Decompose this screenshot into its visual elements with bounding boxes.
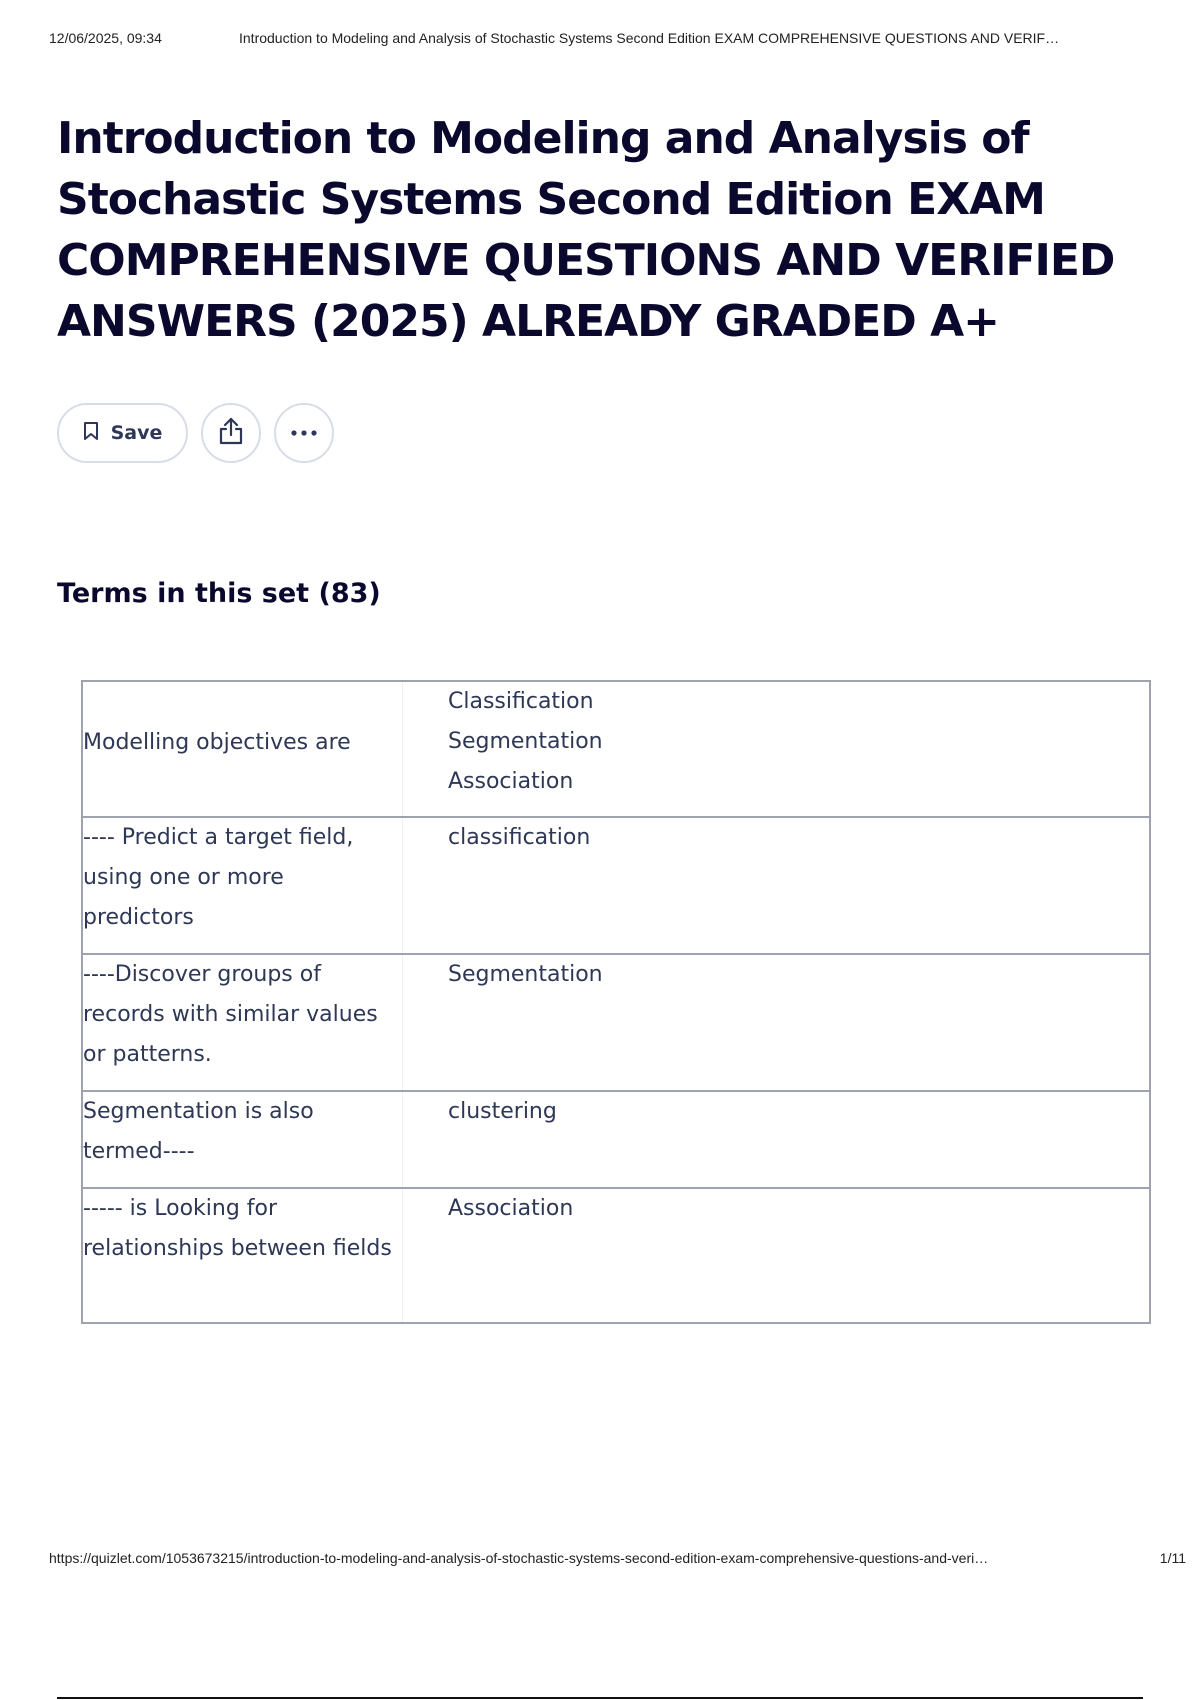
- term-row: [83, 1090, 1149, 1187]
- more-options-button[interactable]: [274, 403, 334, 463]
- share-icon: [218, 416, 244, 451]
- action-bar: [57, 403, 334, 463]
- term-word: ----- is Looking for relationships between fields: [83, 1189, 403, 1322]
- page-title: Introduction to Modeling and Analysis of Stochastic Systems Second Edition EXAM COMPREHENSIVE QUESTIONS AND VERIFIED ANSWERS (2025) ALREADY GRADED A+: [57, 113, 1115, 347]
- term-row: [83, 682, 1149, 816]
- term-word: ----Discover groups of records with similar values or patterns.: [83, 955, 403, 1090]
- term-row: [83, 1187, 1149, 1322]
- page-number: 1/11: [1159, 1550, 1186, 1566]
- save-button-label: Save: [110, 422, 163, 444]
- page-divider: [57, 1697, 1143, 1699]
- share-button[interactable]: [201, 403, 261, 463]
- print-footer: [49, 1550, 1186, 1570]
- term-definition: Association: [448, 1196, 574, 1221]
- more-icon: [290, 424, 318, 442]
- terms-table: [81, 680, 1151, 1324]
- term-row: [83, 816, 1149, 953]
- term-word: Modelling objectives are: [83, 682, 403, 816]
- term-word: Segmentation is also termed----: [83, 1092, 403, 1187]
- term-row: [83, 953, 1149, 1090]
- print-date: 12/06/2025, 09:34: [49, 30, 162, 46]
- term-word: ---- Predict a target field, using one or more predictors: [83, 818, 403, 953]
- print-url: https://quizlet.com/1053673215/introduction-to-modeling-and-analysis-of-stochastic-systems-second-edition-exam-comprehensive-questions-and-veri…: [49, 1550, 989, 1566]
- bookmark-icon: [83, 421, 99, 446]
- term-definition: Classification Segmentation Association: [448, 689, 603, 794]
- print-header: [49, 30, 1186, 50]
- term-definition: Segmentation: [448, 962, 603, 987]
- print-document-title: Introduction to Modeling and Analysis of Stochastic Systems Second Edition EXAM COMPREHENSIVE QUESTIONS AND VERIF…: [239, 30, 1060, 46]
- save-button[interactable]: [57, 403, 188, 463]
- terms-section-title: Terms in this set (83): [57, 578, 381, 609]
- term-definition: clustering: [448, 1099, 557, 1124]
- term-definition: classification: [448, 825, 591, 850]
